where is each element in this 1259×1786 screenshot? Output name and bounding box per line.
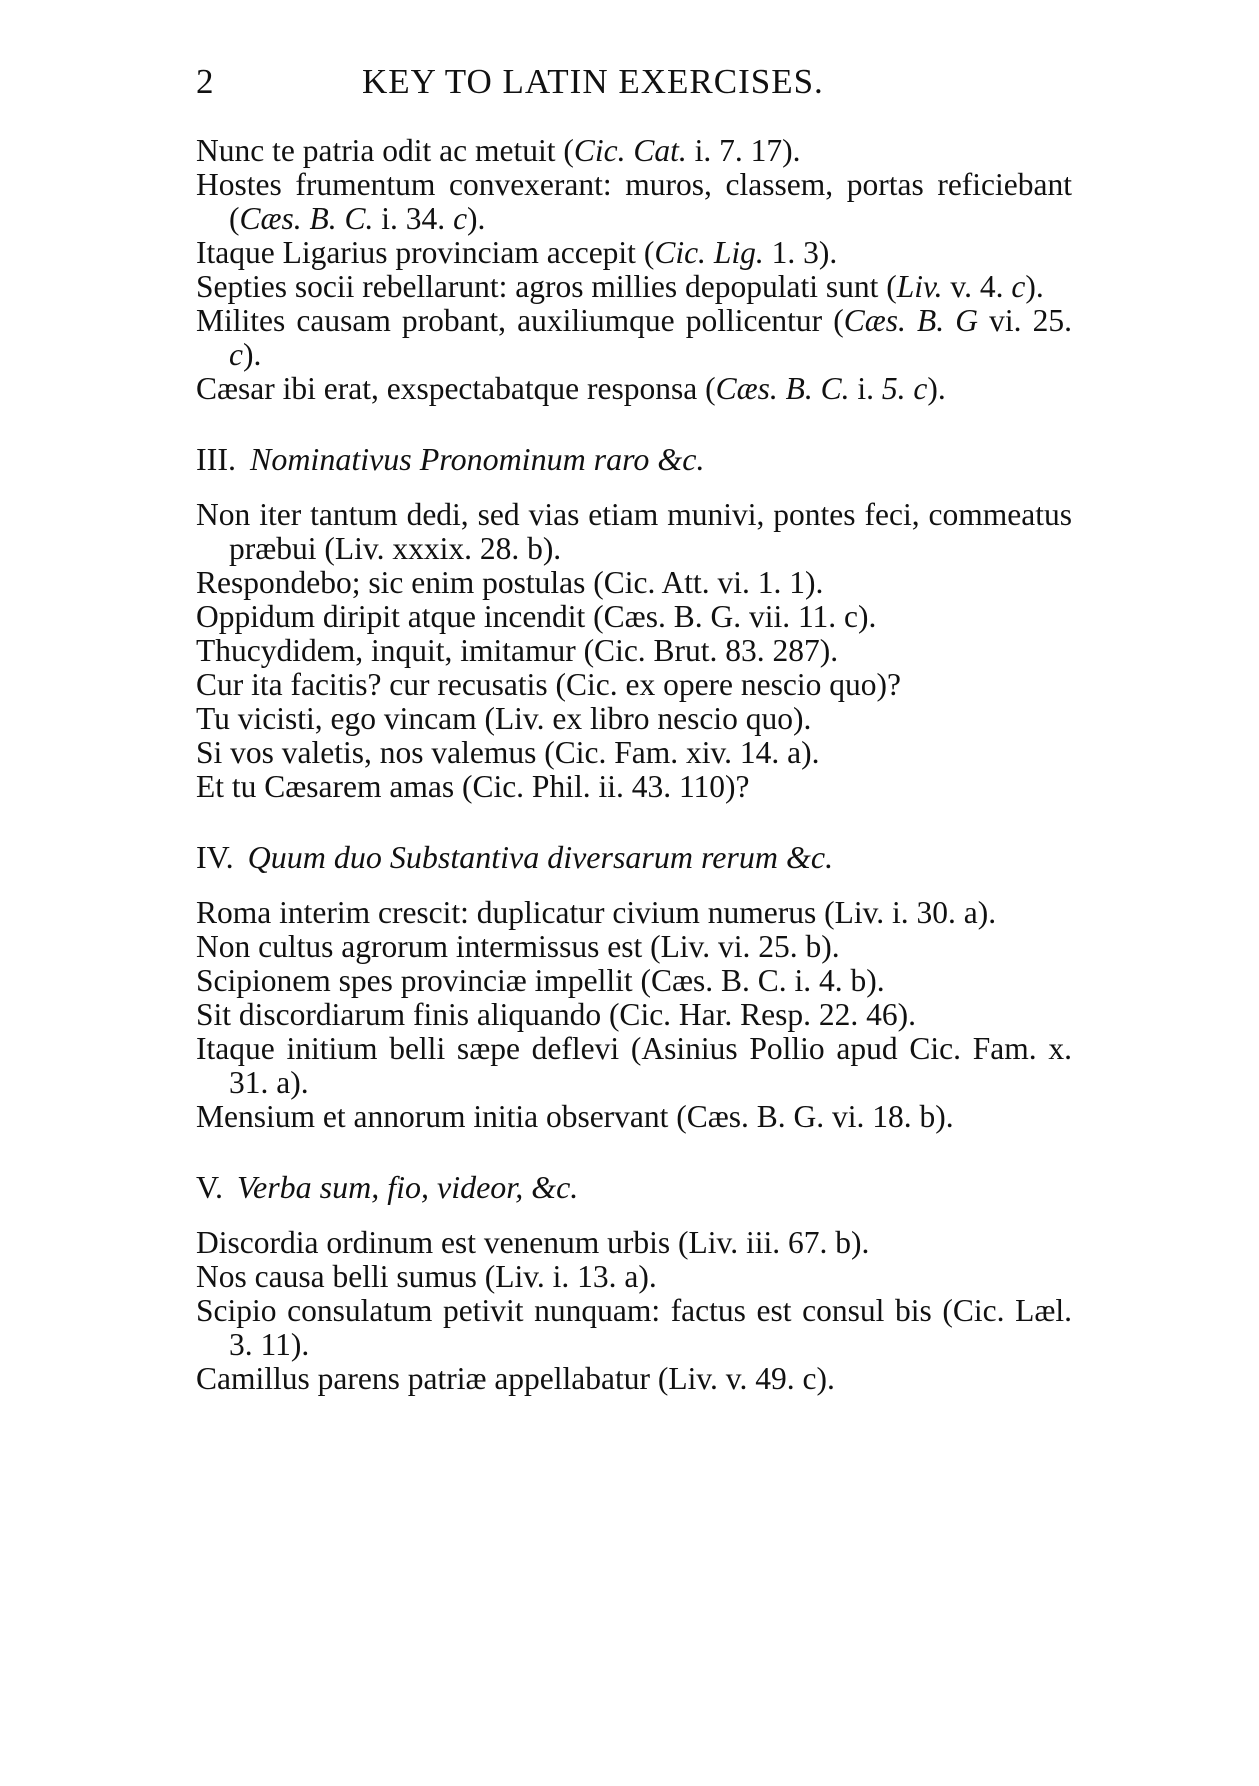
running-title: KEY TO LATIN EXERCISES.	[362, 62, 824, 101]
latin-entry: Si vos valetis, nos valemus (Cic. Fam. xiv. 14. a).	[196, 735, 820, 770]
latin-entry: Nos causa belli sumus (Liv. i. 13. a).	[196, 1259, 657, 1294]
latin-entry: Cæsar ibi erat, exspectabatque responsa (Cæs. B. C. i. 5. c).	[196, 371, 946, 406]
section-iii	[196, 442, 1072, 804]
page-number: 2	[196, 62, 214, 101]
section-iv	[196, 840, 1072, 1134]
latin-entry: Non iter tantum dedi, sed vias etiam munivi, pontes feci, commeatus præbui (Liv. xxxix. 28. b).	[196, 497, 1072, 566]
latin-entry: Oppidum diripit atque incendit (Cæs. B. G. vii. 11. c).	[196, 599, 877, 634]
latin-entry: Thucydidem, inquit, imitamur (Cic. Brut. 83. 287).	[196, 633, 839, 668]
latin-entry: Hostes frumentum convexerant: muros, classem, portas reficiebant (Cæs. B. C. i. 34. c).	[196, 167, 1072, 236]
latin-entry: Septies socii rebellarunt: agros millies depopulati sunt (Liv. v. 4. c).	[196, 269, 1044, 304]
latin-entry: Discordia ordinum est venenum urbis (Liv. iii. 67. b).	[196, 1225, 870, 1260]
latin-entry: Roma interim crescit: duplicatur civium numerus (Liv. i. 30. a).	[196, 895, 997, 930]
latin-entry: Cur ita facitis? cur recusatis (Cic. ex opere nescio quo)?	[196, 667, 901, 702]
latin-entry: Nunc te patria odit ac metuit (Cic. Cat. i. 7. 17).	[196, 133, 801, 168]
latin-entry: Tu vicisti, ego vincam (Liv. ex libro nescio quo).	[196, 701, 812, 736]
latin-entry: Camillus parens patriæ appellabatur (Liv. v. 49. c).	[196, 1361, 835, 1396]
latin-entry: Scipio consulatum petivit nunquam: factus est consul bis (Cic. Læl. 3. 11).	[196, 1293, 1072, 1362]
page-header	[196, 62, 1066, 106]
latin-entry: Itaque Ligarius provinciam accepit (Cic. Lig. 1. 3).	[196, 235, 838, 270]
latin-entry: Non cultus agrorum intermissus est (Liv. vi. 25. b).	[196, 929, 840, 964]
page-body	[196, 134, 1072, 1396]
latin-entry: Itaque initium belli sæpe deflevi (Asinius Pollio apud Cic. Fam. x. 31. a).	[196, 1031, 1072, 1100]
latin-entry: Milites causam probant, auxiliumque pollicentur (Cæs. B. G vi. 25. c).	[196, 303, 1072, 372]
section-heading: V. Verba sum, fio, videor, &c.	[196, 1169, 579, 1205]
latin-entry: Et tu Cæsarem amas (Cic. Phil. ii. 43. 110)?	[196, 769, 750, 804]
section-heading: III. Nominativus Pronominum raro &c.	[196, 441, 705, 477]
section-heading: IV. Quum duo Substantiva diversarum rerum &c.	[196, 839, 834, 875]
latin-entry: Scipionem spes provinciæ impellit (Cæs. B. C. i. 4. b).	[196, 963, 885, 998]
section-continued	[196, 134, 1072, 406]
latin-entry: Sit discordiarum finis aliquando (Cic. Har. Resp. 22. 46).	[196, 997, 917, 1032]
latin-entry: Respondebo; sic enim postulas (Cic. Att. vi. 1. 1).	[196, 565, 824, 600]
section-v	[196, 1170, 1072, 1396]
latin-entry: Mensium et annorum initia observant (Cæs. B. G. vi. 18. b).	[196, 1099, 954, 1134]
